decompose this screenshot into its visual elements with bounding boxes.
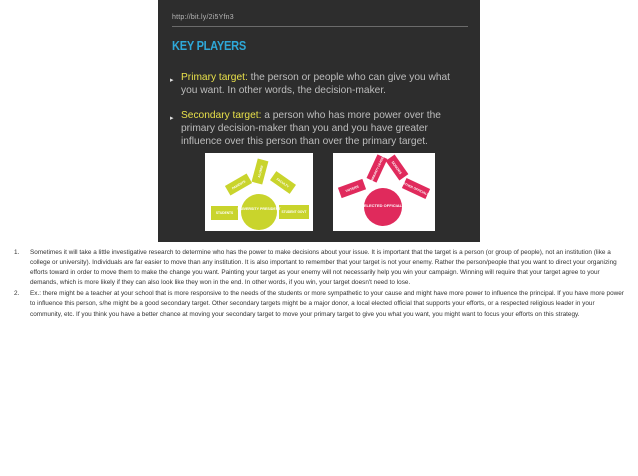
bullet-text: a person who has more power over the primary decision-maker than you and you have greater influence over this person than over the primary target. bbox=[181, 110, 441, 147]
slide-title: KEY PLAYERS bbox=[172, 38, 246, 53]
diagram-ray-label: ALUMNI bbox=[256, 165, 265, 179]
note-number: 2. bbox=[14, 290, 20, 298]
slide-url[interactable]: http://bit.ly/2i5Yfn3 bbox=[172, 14, 234, 21]
diagram-ray-label: OTHER OFFICIALS bbox=[401, 181, 430, 197]
divider bbox=[172, 26, 468, 27]
diagram-ray-label: FACULTY bbox=[275, 177, 290, 189]
note-text: Sometimes it will take a little investigative research to determine who has the power to make decisions about your issue. It is important that the target is a person (or group of people), not an institution (like a college or university). Individuals are far easier to move than any institution. It is also important to remember that your target is not your enemy. Rather the person/people that you want to direct your organizing efforts toward in order to move them to make the change you want. Painting your target as your enemy will not necessarily help you win your campaign. Winning will require that your target agree to your demands, which is more likely if they can also look like they won in the end. In other words, if you win, your target doesn't need to lose. bbox=[30, 249, 617, 287]
diagram-center-circle bbox=[241, 194, 277, 230]
diagram-ray-label: STUDENT GOVT bbox=[281, 210, 307, 214]
bullet-triangle-icon: ▸ bbox=[170, 77, 174, 84]
diagram-center-label: UNIVERSITY PRESIDENT bbox=[237, 207, 281, 211]
bullet-primary-target bbox=[170, 71, 462, 97]
note-item bbox=[14, 248, 626, 288]
speaker-notes bbox=[14, 248, 626, 321]
bullet-label: Secondary target: bbox=[181, 110, 262, 121]
diagram-ray-label: COMMUNITY LEADERS bbox=[368, 153, 387, 185]
bullet-text: the person or people who can give you what you want. In other words, the decision-maker. bbox=[181, 72, 450, 96]
diagram-center-label: ELECTED OFFICIAL bbox=[363, 203, 403, 208]
diagram-ray-label: DONORS bbox=[390, 160, 403, 176]
bullet-label: Primary target: bbox=[181, 72, 248, 83]
note-text: Ex.: there might be a teacher at your school that is more responsive to the needs of the students or more sympathetic to your cause and might have more power to influence the principal. If you have more power to influence this person, s/he might be a good secondary target. Other secondary targets might be a major donor, a local elected official that supports your efforts, or a respected religious leader in your community, etc. If you think you have a better chance at moving your secondary target to move your primary target to give you what you want, you might want to focus your efforts on this strategy. bbox=[30, 290, 624, 318]
slide bbox=[158, 0, 480, 242]
note-item bbox=[14, 289, 626, 319]
diagram-ray-label: STUDENTS bbox=[215, 211, 234, 215]
diagram-ray-label: VOTERS bbox=[344, 184, 360, 194]
bullet-triangle-icon: ▸ bbox=[170, 115, 174, 122]
diagram-ray-label: PARENTS bbox=[231, 179, 247, 191]
note-number: 1. bbox=[14, 249, 20, 256]
university-president-diagram bbox=[205, 153, 313, 231]
bullet-secondary-target bbox=[170, 109, 462, 148]
elected-official-diagram bbox=[333, 153, 435, 231]
